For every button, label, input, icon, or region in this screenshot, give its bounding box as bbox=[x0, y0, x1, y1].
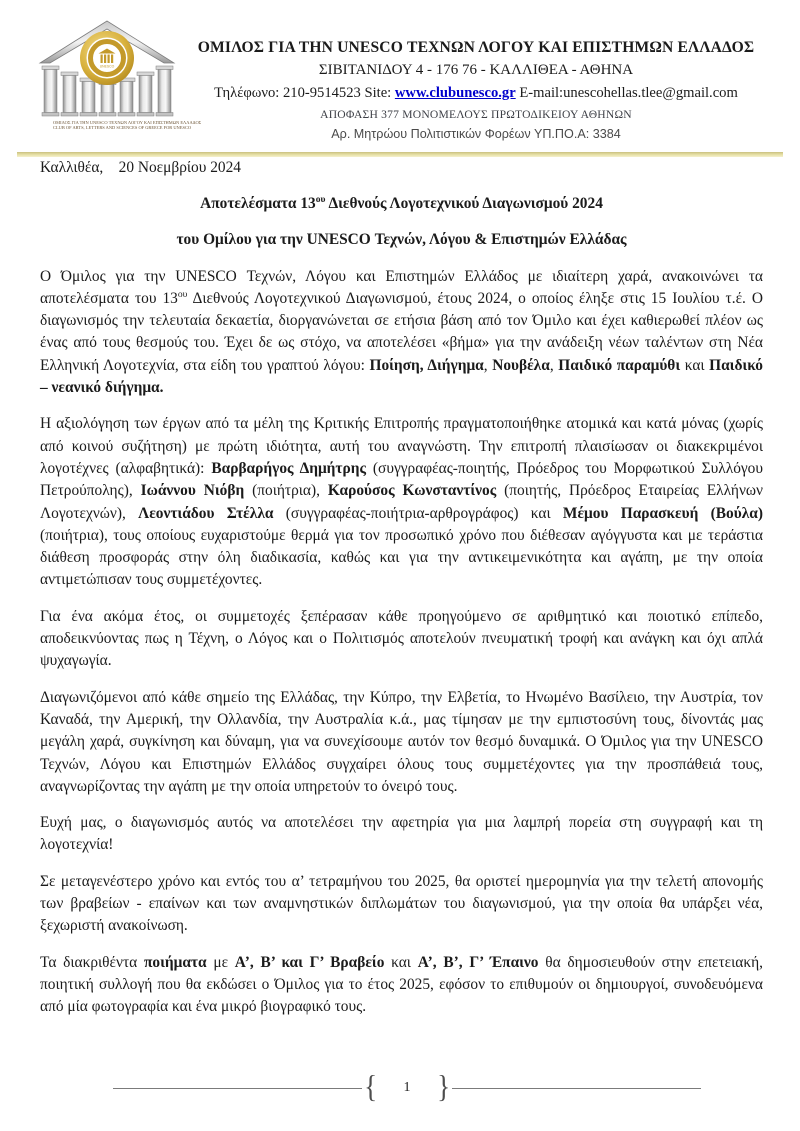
bold-text-run: ου bbox=[315, 193, 326, 205]
court-decision: ΑΠΟΦΑΣΗ 377 ΜΟΝΟΜΕΛΟΥΣ ΠΡΩΤΟΔΙΚΕΙΟΥ ΑΘΗΝΩΝ bbox=[320, 108, 632, 122]
bold-text-run: Μέμου Παρασκευή (Βούλα) bbox=[562, 504, 763, 522]
phone-label: Τηλέφωνο: 210-9514523 Site: bbox=[214, 85, 395, 102]
bold-text-run: Λεοντιάδου Στέλλα bbox=[138, 504, 274, 522]
org-name: ΟΜΙΛΟΣ ΓΙΑ ΤΗΝ UNESCO ΤΕΧΝΩΝ ΛΟΓΟΥ ΚΑΙ ΕΠΙΣΤΗΜΩΝ ΕΛΛΑΔΟΣ bbox=[197, 39, 755, 56]
org-address: ΣΙΒΙΤΑΝΙΔΟΥ 4 - 176 76 - ΚΑΛΛΙΘΕΑ - ΑΘΗΝΑ bbox=[318, 62, 634, 79]
text-run: Διαγωνιζόμενοι από κάθε σημείο της Ελλάδας, την Κύπρο, την Ελβετία, το Ηνωμένο Βασίλειο, την Αυστρία, τον Καναδά, την Αμερική, την Ολλανδία, την Αυστραλία κ.ά., μας τίμησαν με την εμπιστοσύνη τους, δίνοντάς μας μεγάλη χαρά, συγκίνηση και δύναμη, για να συνεχίσουμε αυτόν τον θεσμό δυναμικά. Ο Όμιλος για την UNESCO Τεχνών, Λόγου και Επιστημών Ελλάδος συγχαίρει όλους τους συμμετέχοντες για την προσπάθειά τους, αναγνωρίζοντας την αγάπη με την οποία υπηρετούν το όνειρό τους. bbox=[40, 688, 763, 795]
document-body bbox=[0, 157, 800, 1019]
bold-text-run: Διεθνούς Λογοτεχνικού Διαγωνισμού 2024 bbox=[325, 194, 603, 212]
text-run: Ευχή μας, ο διαγωνισμός αυτός να αποτελέσει την αφετηρία για μια λαμπρή πορεία στη συγγραφή και τη λογοτεχνία! bbox=[40, 814, 763, 854]
footer-rule-left bbox=[113, 1088, 362, 1089]
text-run: (συγγραφέας-ποιητής, Πρόεδρος του Μορφωτικού Συλλόγου Πετρούπολης), bbox=[40, 459, 763, 500]
text-run: (ποιητής, Πρόεδρος Εταιρείας Ελλήνων Λογοτεχνών), bbox=[40, 482, 763, 522]
page-number: 1 bbox=[403, 1080, 411, 1095]
bold-text-run: Α’, Β’, Γ’ Έπαινο bbox=[417, 953, 539, 971]
paragraph-wish bbox=[40, 812, 763, 857]
text-run: με bbox=[206, 953, 235, 971]
text-run: ου bbox=[177, 288, 188, 300]
bold-text-run: Ποίηση, Διήγημα bbox=[369, 356, 484, 374]
subtitle bbox=[40, 229, 763, 251]
text-run: Τα διακριθέντα bbox=[40, 953, 144, 971]
letterhead-text bbox=[180, 20, 772, 143]
paragraph-ceremony bbox=[40, 871, 763, 938]
text-run: Σε μεταγενέστερο χρόνο και εντός του α’ τετραμήνου του 2025, θα οριστεί ημερομηνία για την τελετή απονομής των βραβείων - επαίνων και των αναμνηστικών διπλωμάτων του διαγωνισμού, για την οποία θα υπάρξει νέα, ξεχωριστή ανακοίνωση. bbox=[40, 872, 763, 935]
text-run: Η αξιολόγηση των έργων από τα μέλη της Κριτικής Επιτροπής πραγματοποιήθηκε ατομικά και κατά μόνας (χωρίς από κοινού συζήτηση) με πρώτη ιδιότητα, αυτή του αναγνώστη. Την επιτροπή πλαισίωσαν οι διακεκριμένοι λογοτέχνες (αλφαβητικά): bbox=[40, 415, 763, 477]
text-run: , bbox=[549, 356, 559, 374]
site-link[interactable]: www.clubunesco.gr bbox=[394, 85, 516, 102]
date-line bbox=[40, 157, 763, 179]
paragraph-publication bbox=[40, 952, 763, 1019]
registry-number: Αρ. Μητρώου Πολιτιστικών Φορέων ΥΠ.ΠΟ.Α: 3384 bbox=[331, 126, 621, 141]
bold-text-run: Αποτελέσματα 13 bbox=[200, 194, 316, 212]
text-run: (ποιήτρια), τους οποίους ευχαριστούμε θερμά για τον προσωπικό χρόνο που διέθεσαν αγόγγυστα και με τεράστια διάθεση προσφοράς στην όλη διαδικασία, καθώς και για την αντικειμενικότητα και αγάπη, με την οποία αντιμετώπισαν τους συμμετέχοντες. bbox=[40, 526, 763, 589]
text-run: Ο Όμιλος για την UNESCO Τεχνών, Λόγου και Επιστημών Ελλάδος με ιδιαίτερη χαρά, ανακοινώνει τα αποτελέσματα του 13 bbox=[40, 267, 763, 307]
logo-caption bbox=[52, 121, 202, 131]
text-run: θα δημοσιευθούν στην επετειακή, ποιητική συλλογή που θα εκδώσει ο Όμιλος για το έτος 2025, εφόσον το επιθυμούν οι δημιουργοί, συνοδευόμενα από μία φωτογραφία και ένα μικρό βιογραφικό τους. bbox=[40, 953, 763, 1016]
text-run: και bbox=[384, 953, 418, 971]
email-label: E-mail:unescohellas.tlee@gmail.com bbox=[515, 85, 738, 102]
logo-caption-greek: ΟΜΙΛΟΣ ΓΙΑ ΤΗΝ UNESCO ΤΕΧΝΩΝ ΛΟΓΟΥ ΚΑΙ ΕΠΙΣΤΗΜΩΝ ΕΛΛΑΔΟΣ bbox=[52, 121, 202, 126]
text-run: Για ένα ακόμα έτος, οι συμμετοχές ξεπέρασαν κάθε προηγούμενο σε αριθμητικό και ποιοτικό επίπεδο, αποδεικνύοντας πως η Τέχνη, ο Λόγος και ο Πολιτισμός αποτελούν πνευματική τροφή και ανάγκη και όχι απλά ψυχαγωγία. bbox=[40, 607, 763, 670]
page-footer bbox=[113, 1068, 701, 1104]
bold-text-run: Νουβέλα bbox=[492, 356, 550, 374]
temple-logo-icon bbox=[34, 20, 180, 120]
unesco-emblem-icon bbox=[80, 31, 134, 85]
paragraph-contestants bbox=[40, 687, 763, 798]
text-run: (ποιήτρια), bbox=[244, 482, 328, 500]
bold-text-run: Ιωάννου Νιόβη bbox=[140, 482, 245, 500]
bold-text-run: ποιήματα bbox=[143, 953, 207, 971]
text-run: Καλλιθέα, 20 Νοεμβρίου 2024 bbox=[40, 158, 241, 176]
text-run: και bbox=[680, 356, 710, 374]
svg-text:UNESCO: UNESCO bbox=[99, 64, 115, 69]
paragraph-jury bbox=[40, 413, 763, 591]
club-logo bbox=[34, 20, 202, 134]
left-brace-icon: { bbox=[363, 1068, 377, 1104]
logo-caption-english: CLUB OF ARTS, LETTERS AND SCIENCES OF GREECE FOR UNESCO bbox=[52, 125, 192, 131]
main-title bbox=[40, 193, 763, 215]
paragraph-participation-level bbox=[40, 606, 763, 673]
bold-text-run: του Ομίλου για την UNESCO Τεχνών, Λόγου & Επιστημών Ελλάδας bbox=[176, 231, 627, 249]
bold-text-run: Παιδικό παραμύθι bbox=[558, 356, 681, 374]
footer-rule-right bbox=[452, 1088, 701, 1089]
bold-text-run: Βαρβαρήγος Δημήτρης bbox=[211, 459, 366, 477]
right-brace-icon: } bbox=[437, 1068, 451, 1104]
text-run: , bbox=[483, 356, 493, 374]
org-contact bbox=[180, 84, 772, 102]
text-run: (συγγραφέας-ποιήτρια-αρθρογράφος) και bbox=[273, 504, 563, 522]
bold-text-run: Παιδικό – νεανικό διήγημα. bbox=[40, 356, 763, 397]
text-run: Διεθνούς Λογοτεχνικού Διαγωνισμού, έτους 2024, ο οποίος έληξε στις 15 Ιουλίου τ.έ. Ο διαγωνισμός την τελευταία δεκαετία, διοργανώνεται σε ετήσια βάση από τον Όμιλο και έχει καθιερωθεί πλέον ως ένας από τους θεσμούς του. Έχει δε ως στόχο, να αποτελέσει «βήμα» για την ανάδειξη νέων ταλέντων στη Νέα Ελληνική Λογοτεχνία, στα είδη του γραπτού λόγου: bbox=[40, 289, 763, 374]
bold-text-run: Καρούσος Κωνσταντίνος bbox=[327, 482, 497, 500]
bold-text-run: Α’, Β’ και Γ’ Βραβείο bbox=[234, 953, 385, 971]
paragraph-announcement bbox=[40, 266, 763, 400]
letterhead bbox=[0, 0, 800, 143]
